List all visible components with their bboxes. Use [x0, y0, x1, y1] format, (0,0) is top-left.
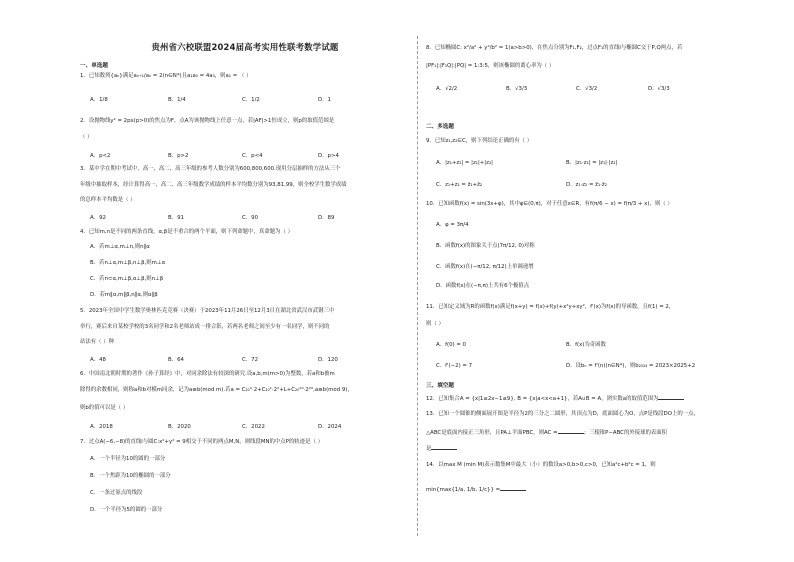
question-9: 9．已知z₁,z₂∈C，则下列结论正确的有（ ）: [426, 138, 533, 144]
question-12-answer-blank[interactable]: [658, 394, 684, 400]
q6-option-b: B．2020: [168, 424, 191, 430]
q8-option-b: B．√3/3: [506, 86, 528, 92]
question-10: 10．已知函数f(x) = sin(3x+φ)，其中φ∈(0,π)，对于任意x∈R，有f(π/6 − x) = f(π/3 + x)，则（ ）: [426, 201, 673, 207]
q3-option-c: C．90: [242, 215, 259, 221]
question-4: 4．已知m,n是不同的两条直线，α,β是不重合的两个平面，则下列命题中，真命题为（ ）: [80, 229, 293, 235]
q10-option-c: C．函数f(x)在(−π/12, π/12)上单调递增: [436, 264, 534, 270]
q1-option-c: C．1/2: [242, 97, 260, 103]
q5-option-a: A．48: [90, 357, 106, 363]
question-6-line-3: 则b的值可以是（ ）: [80, 405, 129, 411]
q1-option-b: B．1/4: [168, 97, 186, 103]
question-6-line-1: 6．中国南北朝时期的著作《孙子算经》中，对同余除法有较深的研究.设a,b,m(m>0)为整数，若a和b被m: [80, 371, 335, 377]
question-14-answer-blank[interactable]: [500, 485, 526, 491]
q3-option-b: B．91: [168, 215, 184, 221]
q10-option-d: D．函数f(x)在(−π,π)上共有6个极值点: [436, 283, 530, 289]
q1-option-d: D．1: [318, 97, 331, 103]
question-14-line-2: [426, 485, 526, 494]
question-2-paren: （ ）: [80, 134, 93, 140]
q7-option-c: C．一条过原点的线段: [90, 490, 143, 496]
q10-option-b: B．函数f(x)的图象关于点(7π/12, 0)对称: [436, 243, 535, 249]
q9-option-b: B．|z₁·z₂| = |z₁|·|z₂|: [566, 160, 618, 166]
question-13-line-2: [426, 428, 667, 437]
q5-option-c: C．72: [242, 357, 259, 363]
question-8-line-2: |PF₁|:|F₁Q|:|PQ| = 1:3:5，则该椭圆的离心率为（ ）: [426, 63, 555, 69]
q10-option-a: A．φ = 3π/4: [436, 222, 469, 228]
question-7: 7．过点A(−6,−8)的直线l与圆C:x²+y² = 9相交于不同的两点M,N，则线段MN的中点P的轨迹是（ ）: [80, 439, 323, 445]
question-12: [426, 394, 684, 403]
question-12-text: 12．已知集合A = {x|1≤2x−1≤9}, B = {x|a<x<a+1}，若A∪B = A，则实数a的取值范围为: [426, 396, 659, 402]
q6-option-d: D．2024: [318, 424, 342, 430]
q2-option-c: C．p<4: [242, 153, 263, 159]
question-5-line-2: 举行，赛后来自某校学校的3名同学和2名老师站成一排合影，若两名老师之间至少有一名同学，则不同的: [80, 324, 330, 330]
page-title: 贵州省六校联盟2024届高考实用性联考数学试题: [151, 42, 339, 52]
section-multiple-choice: 二、多选题: [426, 124, 454, 130]
q7-option-d: D．一个半径为5的圆的一部分: [90, 507, 163, 513]
q4-option-a: A．若m⊥α,m⊥n,则n∥α: [90, 244, 150, 250]
q2-option-a: A．p<2: [90, 153, 111, 159]
question-11-line-2: 则（ ）: [426, 321, 444, 327]
question-3-line-2: 年级中抽取样本，经计算得高一、高二、高三年级数学成绩的样本平均数分别为93,81,99，则全校学生数学成绩: [80, 182, 347, 188]
question-1: 1．已知数列{aₙ}满足aₙ₊₁/aₙ = 2(n∈N*)且a₁a₅ = 4a₃，则a₁ = （ ）: [80, 73, 252, 79]
question-13-text-b: ；三棱锥P−ABC的外接球的表面积: [583, 430, 668, 436]
q6-option-a: A．2018: [90, 424, 113, 430]
question-5-line-1: 5．2023年全国中学生数学奥林匹克竞赛（决赛）于2023年11月26日至12月3日在湖北省武汉市武钢三中: [80, 308, 335, 314]
question-5-line-3: 站法有（ ）种: [80, 339, 115, 345]
question-13-answer-blank-1[interactable]: [558, 428, 584, 434]
q2-option-b: B．p>2: [168, 153, 189, 159]
question-8-line-1: 8．已知椭圆C: x²/a² + y²/b² = 1(a>b>0)，在焦点分别为F₁,F₂，过点F₁的直线l与椭圆C交于P,Q两点，若: [426, 45, 683, 51]
q3-option-d: D．89: [318, 215, 335, 221]
question-13-text-c: 是: [426, 446, 432, 452]
q9-option-a: A．|z₁+z₂| = |z₁|+|z₂|: [436, 160, 493, 166]
q7-option-a: A．一个半径为10的圆的一部分: [90, 456, 166, 462]
q11-option-d: D．设bₙ = f'(n)(n∈N*)，则b₂₀₂₄ = 2023×2025+2: [566, 363, 696, 369]
question-13-line-3: [426, 444, 457, 453]
question-13-text-a: △ABC是底面内接正三角形，且PA⊥平面PBC，则AC =: [426, 430, 558, 436]
q9-option-d: D．z₁·z₂ = z̄₁·z̄₂: [566, 182, 607, 188]
question-2: 2．设抛物线y² = 2px(p>0)的焦点为F，点A为该抛物线上任意一点，若|AF|>1恒成立，则p的取值范围是: [80, 118, 335, 124]
q5-option-d: D．120: [318, 357, 338, 363]
question-3-line-3: 的总样本平均数是（ ）: [80, 197, 136, 203]
question-13-answer-blank-2[interactable]: [431, 444, 457, 450]
q6-option-c: C．2022: [242, 424, 265, 430]
section-single-choice: 一、单选题: [80, 63, 108, 69]
q2-option-d: D．p>4: [318, 153, 339, 159]
q7-option-b: B．一个焦距为10的椭圆的一部分: [90, 473, 171, 479]
q11-option-b: B．f(x)为奇函数: [566, 342, 606, 348]
question-13-line-1: 13．已知一个圆锥的侧面展开图是半径为2的三分之二圆形，其顶点为D，底面圆心为O，点P是线段DO上的一点，: [426, 411, 699, 417]
question-6-line-2: 除得的余数相同，则称a和b对模m同余，记为a≡b(mod m).若a = C₂₀⁰·2+C₂₀¹·2²+L+C₂₀²⁰·2²⁰,a≡b(mod 9)，: [80, 387, 353, 393]
q3-option-a: A．92: [90, 215, 106, 221]
section-fill-in: 三、填空题: [426, 383, 454, 389]
question-11-line-1: 11．已知定义域为R的函数f(x)满足f(x+y) = f(x)+f(y)+x²y+xy²，f'(x)为f(x)的导函数，且f(1) = 2，: [426, 304, 675, 310]
q4-option-c: C．若n⊂α,m⊥β,α⊥β,则n⊥β: [90, 276, 164, 282]
column-divider: [417, 36, 418, 536]
question-3-line-1: 3．某中学在期中考试中，高一、高二、高三年级的参考人数分别为600,800,600.现用分层抽样的方法从三个: [80, 166, 341, 172]
q1-option-a: A．1/8: [90, 97, 108, 103]
q11-option-c: C．f'(−2) = 7: [436, 363, 473, 369]
q8-option-a: A．√2/2: [436, 86, 458, 92]
q9-option-c: C．z₁+z₂ = z̄₁+z̄₂: [436, 182, 483, 188]
q5-option-b: B．64: [168, 357, 184, 363]
q11-option-a: A．f(0) = 0: [436, 342, 466, 348]
q8-option-d: D．√3/3: [648, 86, 670, 92]
q8-option-c: C．√3/2: [576, 86, 598, 92]
question-14-line-1: 14．以max M (min M)表示数集M中最大（小）的数设a>0,b>0,c>0，已知a²c+b²c = 1，则: [426, 462, 656, 468]
q4-option-b: B．若n⊥α,m⊥β,n⊥β,则m⊥α: [90, 260, 166, 266]
q4-option-d: D．若m∥α,m∥β,n∥α,则α∥β: [90, 292, 158, 298]
question-14-text: min{max{1/a, 1/b, 1/c}} =: [426, 487, 501, 493]
